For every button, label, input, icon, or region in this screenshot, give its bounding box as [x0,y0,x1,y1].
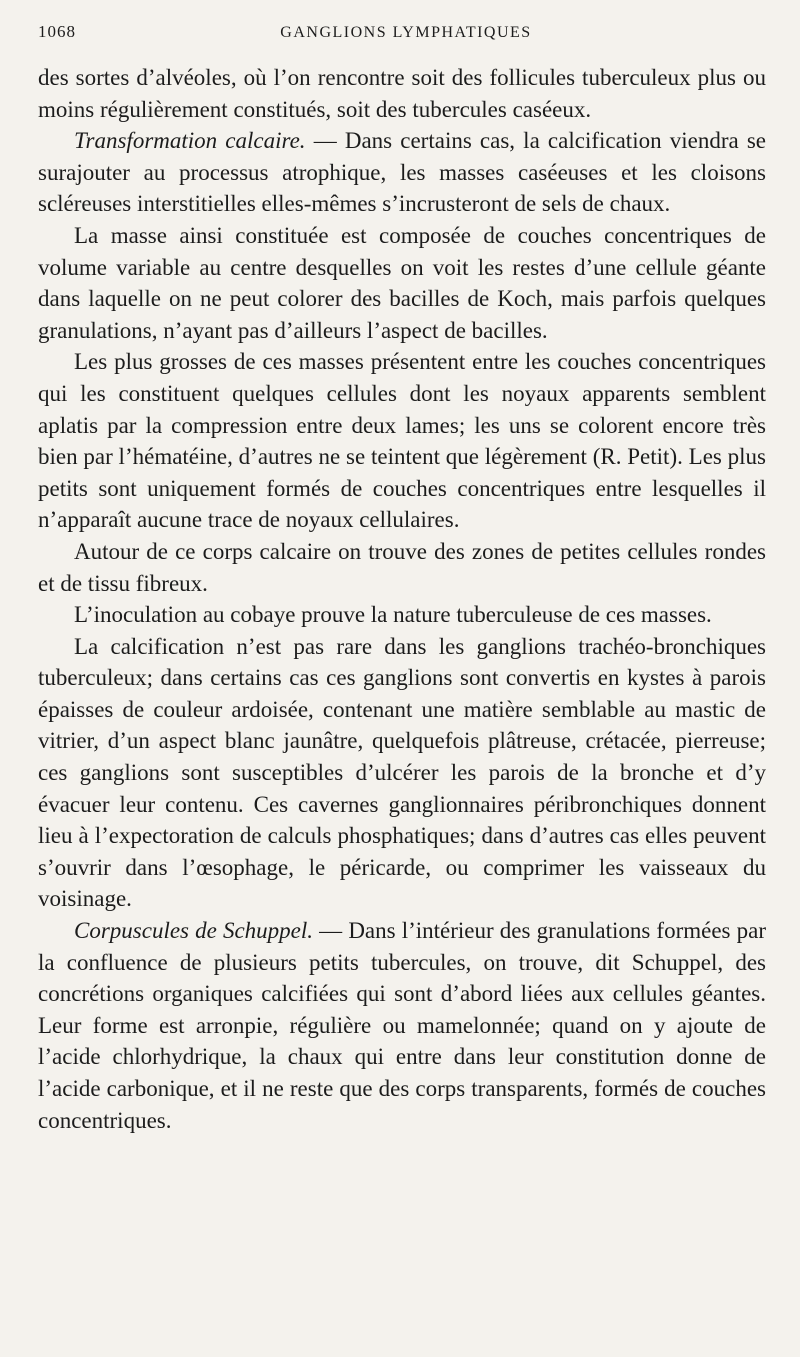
paragraph-text: Les plus grosses de ces masses présentent entre les couches concentriques qui les constituent quelques cellules dont les noyaux apparents semblent aplatis par la compression entre deux lames; les uns se colorent encore très bien par l’hématéine, d’autres ne se teintent que légèrement (R. Petit). Les plus petits sont uniquement formés de couches concentriques entre lesquelles il n’apparaît aucune trace de noyaux cellulaires. [38,349,766,533]
paragraph-7 [38,631,766,915]
paragraph-text: La masse ainsi constituée est composée de couches concentriques de volume variable au centre desquelles on voit les restes d’une cellule géante dans laquelle on ne peut colorer des bacilles de Koch, mais parfois quelques granulations, n’ayant pas d’ailleurs l’aspect de bacilles. [38,222,766,343]
page-number: 1068 [38,22,76,41]
paragraph-6 [38,599,766,631]
paragraph-3 [38,220,766,346]
paragraph-8 [38,915,766,1136]
section-heading: Corpuscules de Schuppel. [74,918,314,944]
book-page [38,22,766,1136]
paragraph-text: — Dans certains cas, la calcification viendra se surajouter au processus atrophique, les masses caséeuses et les cloisons scléreuses interstitielles elles-mêmes s’incrusteront de sels de chaux. [38,128,766,217]
paragraph-text: Autour de ce corps calcaire on trouve des zones de petites cellules rondes et de tissu fibreux. [38,538,766,596]
paragraph-text: des sortes d’alvéoles, où l’on rencontre soit des follicules tuberculeux plus ou moins régulièrement constitués, soit des tubercules caséeux. [38,65,766,122]
paragraph-text: La calcification n’est pas rare dans les ganglions trachéo-bronchiques tuberculeux; dans certains cas ces ganglions sont convertis en kystes à parois épaisses de couleur ardoisée, contenant une matière semblable au mastic de vitrier, d’un aspect blanc jaunâtre, quelquefois plâtreuse, crétacée, pierreuse; ces ganglions sont susceptibles d’ulcérer les parois de la bronche et d’y évacuer leur contenu. Ces cavernes ganglionnaires péribronchiques donnent lieu à l’expectoration de calculs phosphatiques; dans d’autres cas elles peuvent s’ouvrir dans l’œsophage, le péricarde, ou comprimer les vaisseaux du voisinage. [38,633,766,912]
paragraph-text: — Dans l’intérieur des granulations formées par la confluence de plusieurs petits tubercules, on trouve, dit Schuppel, des concrétions organiques calcifiées qui sont d’abord liées aux cellules géantes. Leur forme est arronpie, régulière ou mamelonnée; quand on y ajoute de l’acide chlorhydrique, la chaux qui entre dans leur constitution donne de l’acide carbonique, et il ne reste que des corps transparents, formés de couches concentriques. [38,918,767,1133]
paragraph-5 [38,536,766,599]
section-heading: Transformation calcaire. [74,128,306,154]
body-text [38,62,766,1136]
running-title: GANGLIONS LYMPHATIQUES [280,24,532,41]
paragraph-text: L’inoculation au cobaye prouve la nature tuberculeuse de ces masses. [74,602,712,628]
paragraph-4 [38,346,766,536]
page-header [38,22,766,62]
paragraph-2 [38,125,766,220]
paragraph-1 [38,62,766,125]
